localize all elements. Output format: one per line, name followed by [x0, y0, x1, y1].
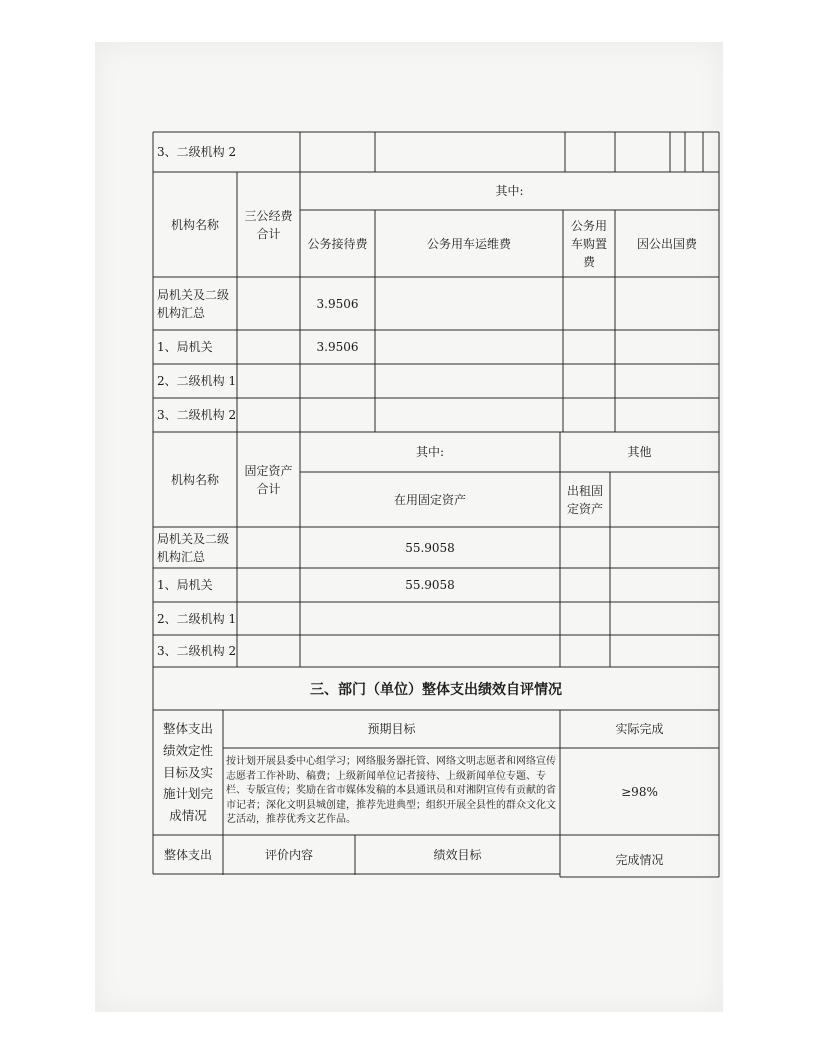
- s2-row-in-use-bureau: 55.9058: [405, 578, 455, 592]
- s1-header-total: 三公经费合计: [244, 208, 293, 241]
- s2-row-label-summary: 局机关及二级机构汇总: [157, 531, 230, 564]
- s1-subheader-car-maintenance: 公务用车运维费: [426, 236, 511, 251]
- s3-left-label: 整体支出绩效定性目标及实施计划完成情况: [162, 720, 213, 824]
- s2-subheader-rented: 出租固定资产: [566, 483, 603, 516]
- s2-header-group: 其中:: [415, 445, 445, 459]
- s2-row-label-bureau: 1、局机关: [157, 578, 213, 592]
- s1-row-label-summary: 局机关及二级机构汇总: [157, 287, 230, 320]
- s2-row-in-use-sub1: [300, 602, 560, 635]
- s1-row-reception-bureau: 3.9506: [316, 340, 359, 354]
- s3-bottom-completion: 完成情况: [615, 852, 664, 867]
- s2-subheader-in-use: 在用固定资产: [393, 492, 466, 507]
- s1-row-label-sub2: 3、二级机构 2: [157, 408, 237, 422]
- s1-row-label-sub1: 2、二级机构 1: [157, 374, 237, 388]
- s1-row-reception-sub1: [300, 364, 375, 398]
- document-page: [95, 42, 723, 1012]
- s2-header-total: 固定资产合计: [244, 463, 293, 496]
- s3-bottom-content: 评价内容: [264, 847, 313, 862]
- s1-subheader-overseas: 因公出国费: [636, 236, 697, 251]
- s1-header-org-name: 机构名称: [170, 217, 219, 232]
- s3-actual-value: ≥98%: [621, 784, 658, 799]
- s3-bottom-target: 绩效目标: [433, 847, 482, 862]
- s1-header-group: 其中:: [495, 184, 524, 198]
- s2-row-label-sub2: 3、二级机构 2: [157, 644, 237, 658]
- s2-row-in-use-sub2: [300, 635, 560, 667]
- partial-row-label: 3、二级机构 2: [157, 145, 237, 159]
- s2-row-label-sub1: 2、二级机构 1: [157, 611, 237, 626]
- s3-actual-header: 实际完成: [615, 722, 664, 736]
- s1-row-label-bureau: 1、局机关: [157, 340, 213, 354]
- s1-row-reception-sub2: [300, 398, 375, 432]
- s1-row-reception-summary: 3.9506: [316, 296, 359, 311]
- s3-bottom-overall: 整体支出: [163, 847, 212, 862]
- s2-header-org-name: 机构名称: [170, 472, 219, 487]
- s2-header-other: 其他: [627, 445, 652, 459]
- s1-subheader-reception: 公务接待费: [307, 236, 368, 251]
- s3-expected-text: 按计划开展县委中心组学习；网络服务器托管、网络文明志愿者和网络宣传志愿者工作补助、稿费；上级新闻单位记者接待、上级新闻单位专题、专栏、专版宣传；奖励在省市媒体发稿的本县通讯员和对湘阴宣传有贡献的省市记者；深化文明县城创建，推荐先进典型；组织开展全县性的群众文化文艺活动，推荐优秀文艺作品。: [226, 756, 556, 826]
- section3-title: 三、部门（单位）整体支出绩效自评情况: [310, 681, 562, 698]
- s1-subheader-car-purchase: 公务用车购置费: [570, 218, 607, 269]
- s2-row-in-use-summary: 55.9058: [405, 540, 455, 555]
- s3-expected-header: 预期目标: [367, 722, 416, 736]
